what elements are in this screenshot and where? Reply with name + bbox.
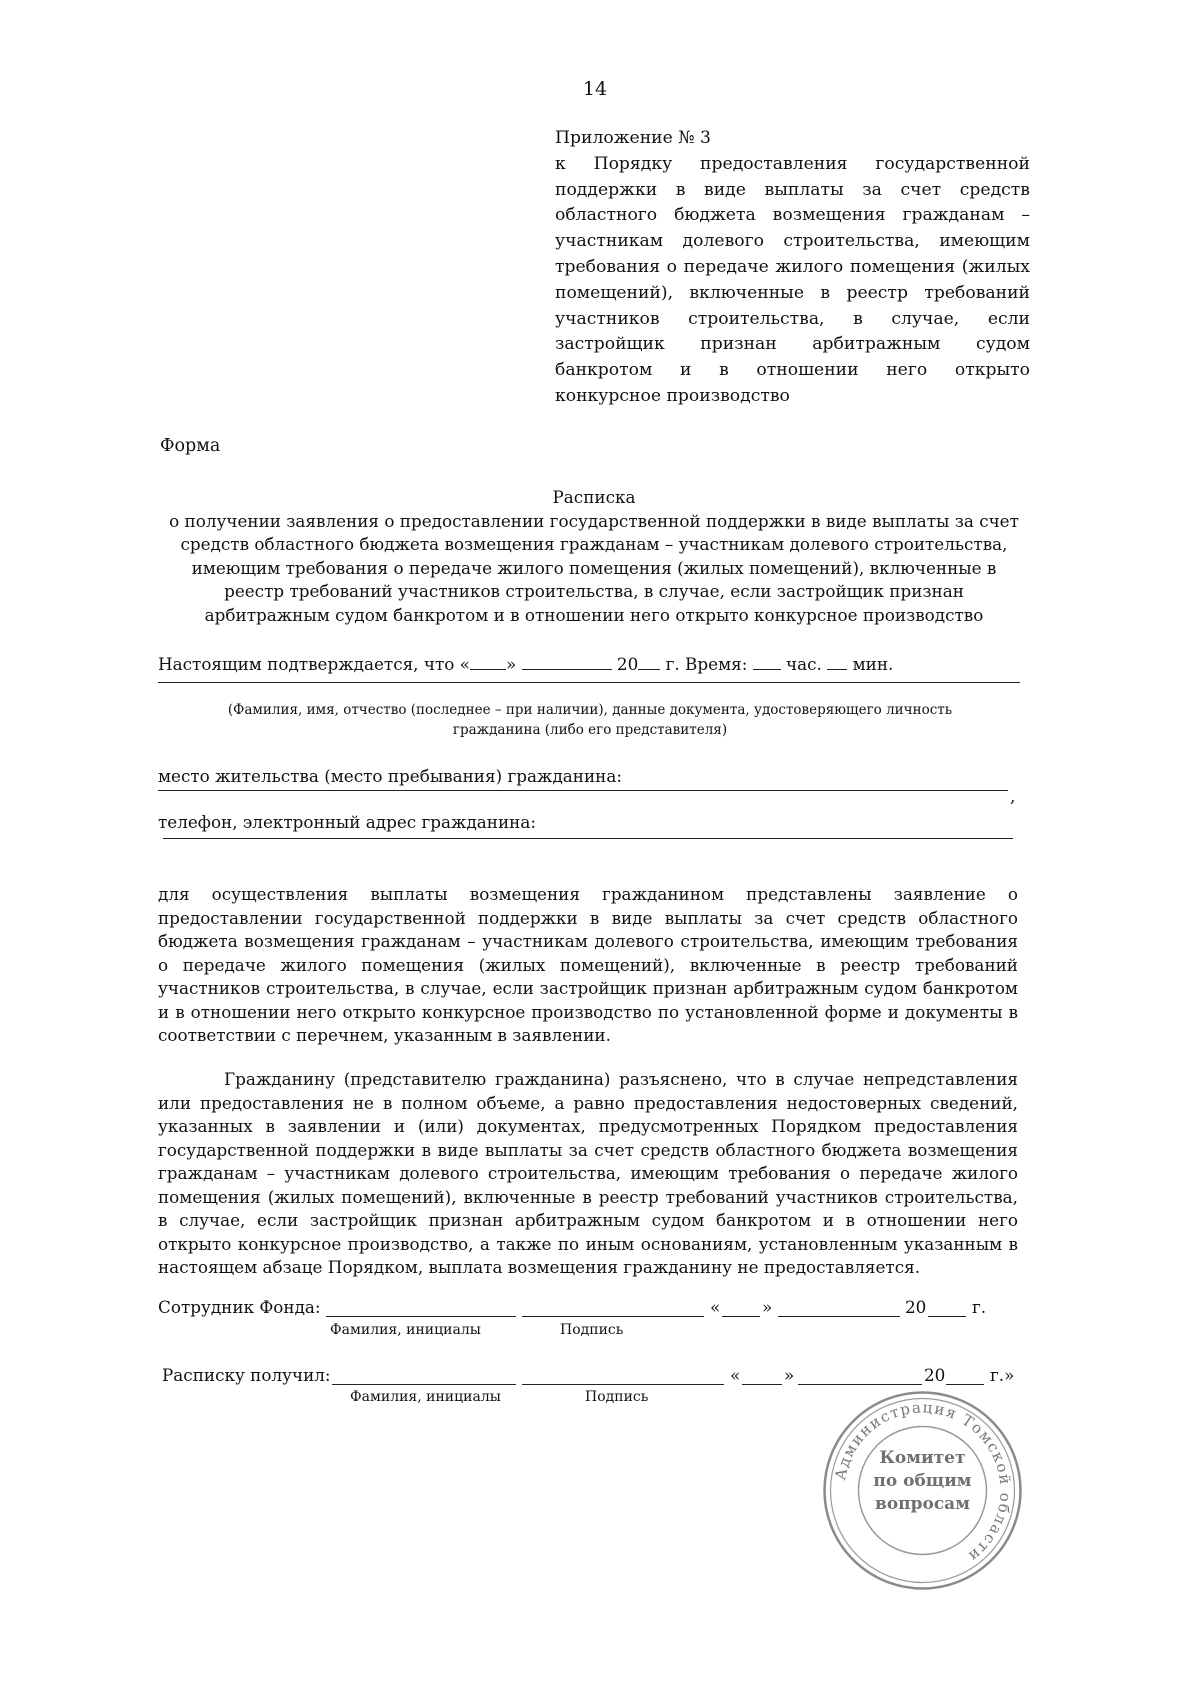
receiver-name-blank[interactable] — [332, 1384, 516, 1385]
day-blank[interactable] — [470, 653, 506, 670]
receiver-year-prefix: 20 — [924, 1365, 946, 1385]
receipt-subtitle: о получении заявления о предоставлении государственной поддержки в виде выплаты за счет средств областного бюджета возмещения гражданам – участникам долевого строительства, имеющим требования о передаче жилого помещения (жилых помещений), включенные в реестр требований участников строительства, в случае, если застройщик признан арбитражным судом банкротом и в отношении него открыто конкурсное производство — [169, 510, 1019, 625]
employee-signature-label: Сотрудник Фонда: — [158, 1297, 321, 1317]
annex-body: к Порядку предоставления государственной поддержки в виде выплаты за счет средств областного бюджета возмещения гражданам – участникам долевого строительства, имеющим требования о передаче жилого помещения (жилых помещений), включенные в реестр требований участников строительства, в случае, если застройщик признан арбитражным судом банкротом и в отношении него открыто конкурсное производство — [555, 153, 1030, 406]
receipt-heading — [158, 486, 1030, 627]
residence-blank-line[interactable] — [158, 790, 1008, 791]
confirm-quote-close: » — [505, 654, 517, 674]
employee-year-blank[interactable] — [928, 1316, 966, 1317]
minutes-label: мин. — [852, 654, 894, 674]
receipt-title: Расписка — [552, 487, 636, 507]
employee-quote-open: « — [710, 1297, 721, 1317]
employee-sign-caption: Подпись — [560, 1322, 624, 1338]
receiver-quote-open: « — [730, 1365, 741, 1385]
fio-blank-line[interactable] — [158, 682, 1020, 683]
receiver-sign-blank[interactable] — [522, 1384, 724, 1385]
stamp-center-line3: вопросам — [875, 1494, 970, 1514]
receiver-sign-caption: Подпись — [585, 1389, 649, 1405]
receiver-year-blank[interactable] — [946, 1384, 984, 1385]
employee-sign-blank[interactable] — [522, 1316, 704, 1317]
stamp-center-line1: Комитет — [879, 1448, 966, 1468]
residence-label: место жительства (место пребывания) гражданина: — [158, 766, 622, 786]
form-label: Форма — [160, 436, 221, 456]
employee-year-suffix: г. — [972, 1297, 987, 1317]
employee-month-blank[interactable] — [778, 1316, 900, 1317]
receiver-quote-close: » — [784, 1365, 795, 1385]
stamp-center-line2: по общим — [873, 1471, 972, 1491]
employee-day-blank[interactable] — [722, 1316, 760, 1317]
year-blank[interactable] — [638, 653, 660, 670]
minutes-blank[interactable] — [827, 653, 847, 670]
annex-header — [555, 126, 1030, 410]
receiver-signature-label: Расписку получил: — [162, 1365, 331, 1385]
employee-quote-close: » — [762, 1297, 773, 1317]
employee-name-blank[interactable] — [326, 1316, 516, 1317]
phone-blank-line[interactable] — [163, 838, 1013, 839]
residence-comma: , — [1010, 786, 1016, 806]
employee-name-caption: Фамилия, инициалы — [330, 1322, 481, 1338]
hours-blank[interactable] — [753, 653, 781, 670]
time-label: г. Время: — [660, 654, 748, 674]
annex-title: Приложение № 3 — [555, 128, 711, 148]
receiver-month-blank[interactable] — [798, 1384, 922, 1385]
confirm-prefix: Настоящим подтверждается, что « — [158, 654, 470, 674]
receiver-year-suffix: г.» — [990, 1365, 1015, 1385]
year-prefix: 20 — [616, 654, 639, 674]
confirm-line — [158, 653, 893, 674]
paragraph-1: для осуществления выплаты возмещения гражданином представлены заявление о предоставлении государственной поддержки в виде выплаты за счет средств областного бюджета возмещения гражданам – участникам долевого строительства, имеющим требования о передаче жилого помещения (жилых помещений), включенные в реестр требований участников строительства, в случае, если застройщик признан арбитражным судом банкротом и в отношении него открыто конкурсное производство по установленной форме и документы в соответствии с перечнем, указанным в заявлении. — [158, 884, 1018, 1045]
phone-label: телефон, электронный адрес гражданина: — [158, 812, 537, 832]
fio-caption: (Фамилия, имя, отчество (последнее – при наличии), данные документа, удостоверяющего личность гражданина (либо его представителя) — [227, 702, 953, 738]
receiver-day-blank[interactable] — [742, 1384, 782, 1385]
month-blank[interactable] — [522, 653, 612, 670]
receiver-name-caption: Фамилия, инициалы — [350, 1389, 501, 1405]
hours-label: час. — [786, 654, 822, 674]
official-stamp — [820, 1388, 1025, 1593]
stamp-ring-text: Администрация Томской области — [831, 1398, 1015, 1567]
employee-year-prefix: 20 — [905, 1297, 927, 1317]
paragraph-2: Гражданину (представителю гражданина) разъяснено, что в случае непредставления или предоставления не в полном объеме, а равно предоставления недостоверных сведений, указанных в заявлении и (или) документах, предусмотренных Порядком предоставления государственной поддержки в виде выплаты за счет средств областного бюджета возмещения гражданам – участникам долевого строительства, имеющим требования о передаче жилого помещения (жилых помещений), включенные в реестр требований участников строительства, в случае, если застройщик признан арбитражным судом банкротом и в отношении него открыто конкурсное производство, а также по иным основаниям, установленным указанным в настоящем абзаце Порядком, выплата возмещения гражданину не предоставляется. — [158, 1069, 1018, 1277]
page-number: 14 — [582, 78, 608, 100]
